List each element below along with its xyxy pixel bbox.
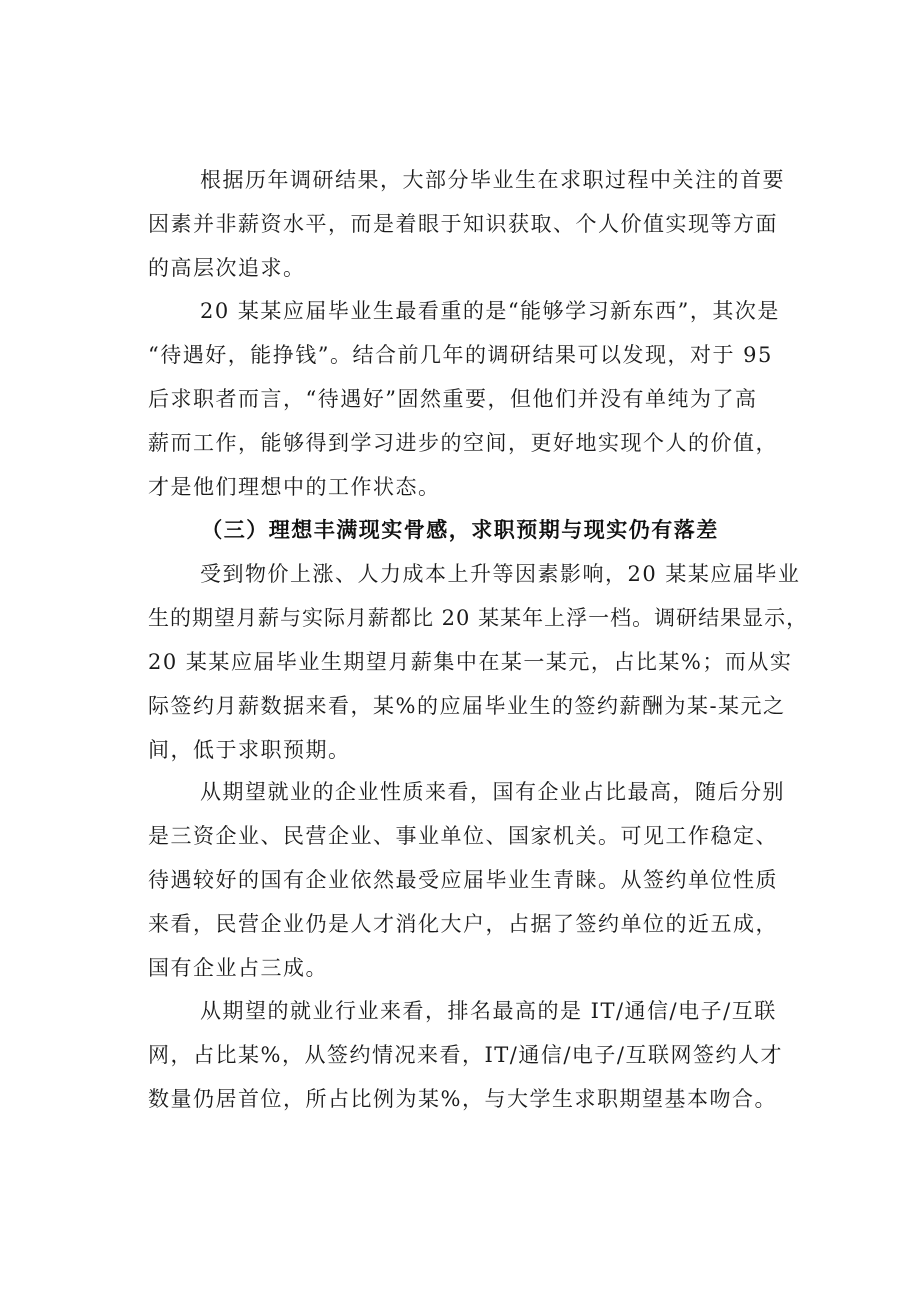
text-line: 20 某某应届毕业生期望月薪集中在某一某元，占比某%；而从实 <box>148 650 793 674</box>
text-line: 20 某某应届毕业生最看重的是“能够学习新东西”，其次是 <box>200 299 780 323</box>
text-line: 网，占比某%，从签约情况来看，IT/通信/电子/互联网签约人才 <box>148 1043 783 1067</box>
text-line: 来看，民营企业仍是人才消化大户，占据了签约单位的近五成， <box>148 912 778 936</box>
section-heading: （三）理想丰满现实骨感，求职预期与现实仍有落差 <box>201 518 719 542</box>
text-line: 间，低于求职预期。 <box>148 738 351 762</box>
text-line: 待遇较好的国有企业依然最受应届毕业生青睐。从签约单位性质 <box>148 868 778 892</box>
text-line: 的高层次追求。 <box>148 256 306 280</box>
text-line: 后求职者而言，“待遇好”固然重要，但他们并没有单纯为了高 <box>148 387 758 411</box>
text-line: 根据历年调研结果，大部分毕业生在求职过程中关注的首要 <box>200 168 785 192</box>
text-line: 因素并非薪资水平，而是着眼于知识获取、个人价值实现等方面 <box>148 212 778 236</box>
text-line: 数量仍居首位，所占比例为某%，与大学生求职期望基本吻合。 <box>148 1087 777 1111</box>
text-line: 际签约月薪数据来看，某%的应届毕业生的签约薪酬为某-某元之 <box>148 694 786 718</box>
text-line: 薪而工作，能够得到学习进步的空间，更好地实现个人的价值， <box>148 431 778 455</box>
text-line: 才是他们理想中的工作状态。 <box>148 475 441 499</box>
text-line: 生的期望月薪与实际月薪都比 20 某某年上浮一档。调研结果显示， <box>148 606 809 630</box>
text-line: 从期望就业的企业性质来看，国有企业占比最高，随后分别 <box>200 780 785 804</box>
text-line: 从期望的就业行业来看，排名最高的是 IT/通信/电子/互联 <box>200 999 777 1023</box>
text-line: 是三资企业、民营企业、事业单位、国家机关。可见工作稳定、 <box>148 824 778 848</box>
text-line: 国有企业占三成。 <box>148 956 328 980</box>
text-line: “待遇好，能挣钱”。结合前几年的调研结果可以发现，对于 95 <box>148 343 773 367</box>
text-line: 受到物价上涨、人力成本上升等因素影响，20 某某应届毕业 <box>200 562 801 586</box>
